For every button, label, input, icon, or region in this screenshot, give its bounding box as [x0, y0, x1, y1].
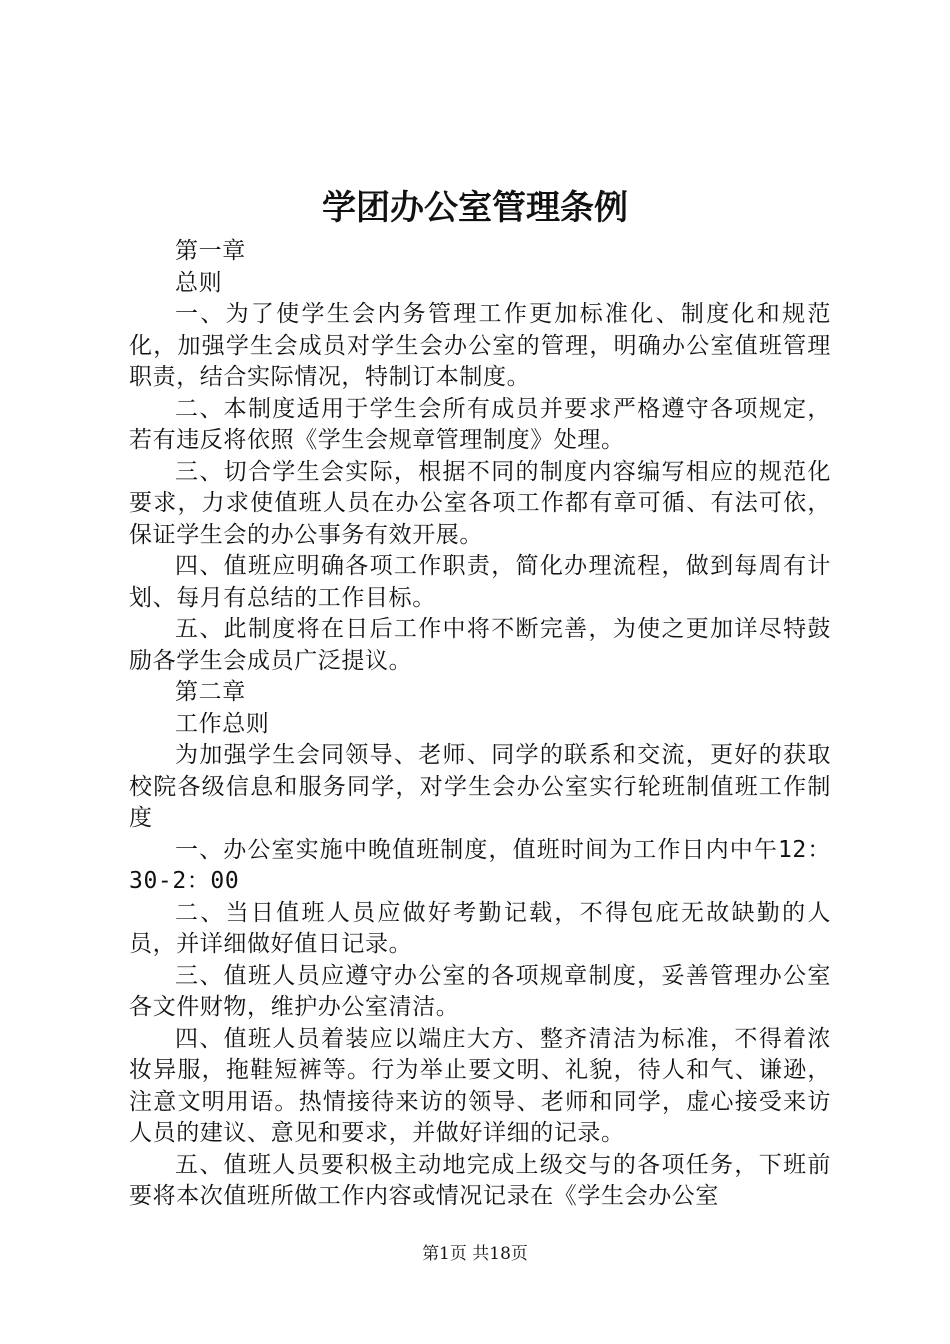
document-title: 学团办公室管理条例	[322, 188, 628, 228]
paragraph: 四、值班人员着装应以端庄大方、整齐清洁为标准，不得着浓妆异服，拖鞋短裤等。行为举止要文明、礼貌，待人和气、谦逊，注意文明用语。热情接待来访的领导、老师和同学，虚心接受来访人员的建议、意见和要求，并做好详细的记录。	[129, 1025, 831, 1146]
paragraph: 为加强学生会同领导、老师、同学的联系和交流，更好的获取校院各级信息和服务同学，对学生会办公室实行轮班制值班工作制度	[129, 742, 831, 831]
chapter-heading: 第二章	[175, 679, 246, 705]
paragraph: 三、切合学生会实际，根据不同的制度内容编写相应的规范化要求，力求使值班人员在办公室各项工作都有章可循、有法可依，保证学生会的办公事务有效开展。	[129, 458, 831, 548]
paragraph: 二、当日值班人员应做好考勤记载，不得包庇无故缺勤的人员，并详细做好值日记录。	[129, 899, 831, 957]
paragraph: 二、本制度适用于学生会所有成员并要求严格遵守各项规定，若有违反将依照《学生会规章管理制度》处理。	[129, 395, 831, 453]
paragraph: 一、办公室实施中晚值班制度，值班时间为工作日内中午12：30-2：00	[129, 836, 831, 894]
section-heading: 总则	[175, 269, 223, 296]
paragraph: 四、值班应明确各项工作职责，简化办理流程，做到每周有计划、每月有总结的工作目标。	[129, 553, 831, 611]
paragraph: 五、此制度将在日后工作中将不断完善，为使之更加详尽特鼓励各学生会成员广泛提议。	[129, 616, 831, 674]
page-footer: 第1页 共18页	[422, 1244, 528, 1264]
section-heading: 工作总则	[175, 710, 270, 737]
paragraph: 一、为了使学生会内务管理工作更加标准化、制度化和规范化，加强学生会成员对学生会办公室的管理，明确办公室值班管理职责，结合实际情况，特制订本制度。	[129, 301, 831, 390]
chapter-heading: 第一章	[175, 238, 246, 264]
paragraph: 五、值班人员要积极主动地完成上级交与的各项任务，下班前要将本次值班所做工作内容或情况记录在《学生会办公室	[129, 1151, 831, 1209]
document-body	[129, 236, 831, 1213]
paragraph: 三、值班人员应遵守办公室的各项规章制度，妥善管理办公室各文件财物，维护办公室清洁。	[129, 962, 831, 1020]
